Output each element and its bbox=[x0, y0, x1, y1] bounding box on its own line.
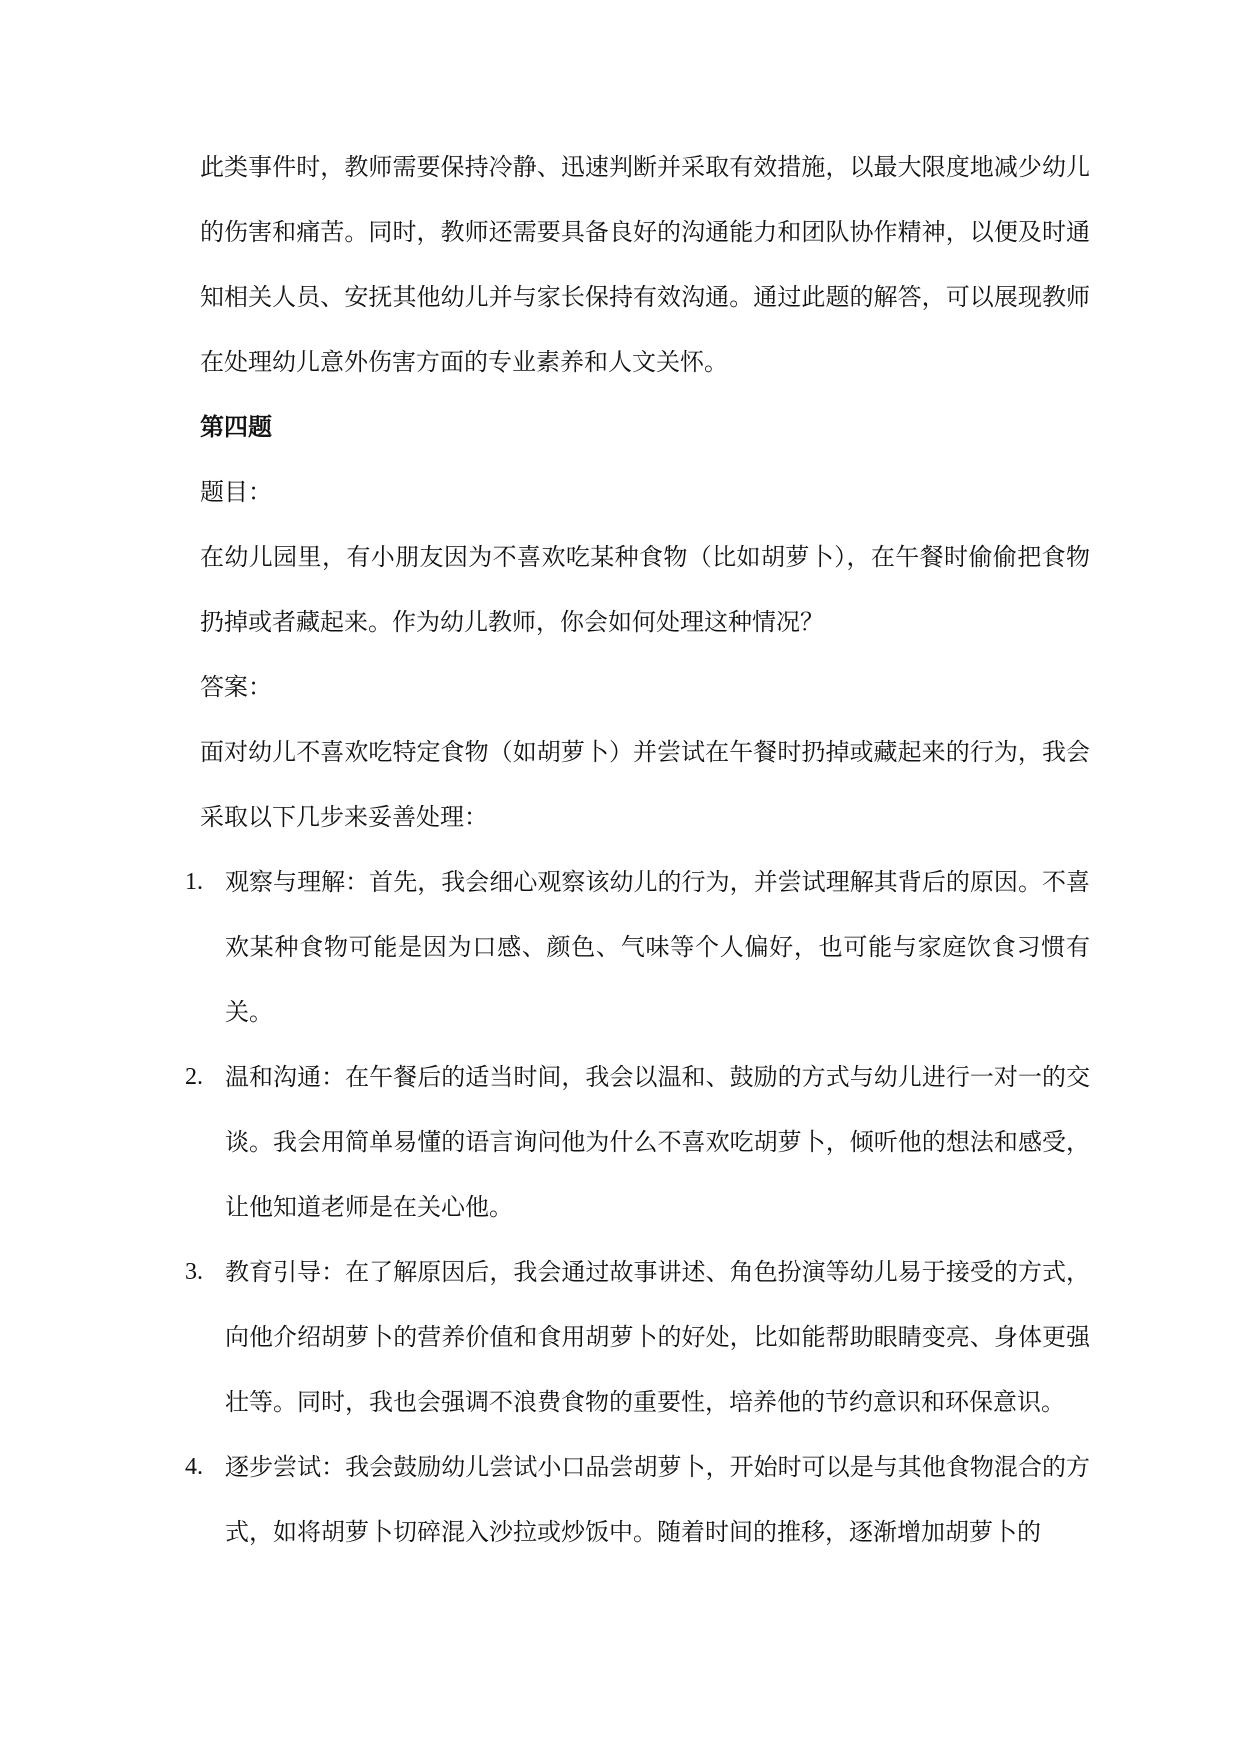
list-number: 2. bbox=[185, 1064, 203, 1090]
list-item-text: 温和沟通：在午餐后的适当时间，我会以温和、鼓励的方式与幼儿进行一对一的交谈。我会用简单易懂的语言询问他为什么不喜欢吃胡萝卜，倾听他的想法和感受，让他知道老师是在关心他。 bbox=[225, 1063, 1090, 1221]
answer-label: 答案： bbox=[200, 673, 272, 701]
list-item-text: 教育引导：在了解原因后，我会通过故事讲述、角色扮演等幼儿易于接受的方式，向他介绍胡萝卜的营养价值和食用胡萝卜的好处，比如能帮助眼睛变亮、身体更强壮等。同时，我也会强调不浪费食物的重要性，培养他的节约意识和环保意识。 bbox=[225, 1258, 1090, 1416]
question-label: 题目： bbox=[200, 478, 272, 506]
list-item-text: 观察与理解：首先，我会细心观察该幼儿的行为，并尝试理解其背后的原因。不喜欢某种食物可能是因为口感、颜色、气味等个人偏好，也可能与家庭饮食习惯有关。 bbox=[225, 868, 1090, 1026]
question-text: 在幼儿园里，有小朋友因为不喜欢吃某种食物（比如胡萝卜），在午餐时偷偷把食物扔掉或者藏起来。作为幼儿教师，你会如何处理这种情况？ bbox=[200, 543, 1090, 636]
list-number: 1. bbox=[185, 869, 203, 895]
list-item-text: 逐步尝试：我会鼓励幼儿尝试小口品尝胡萝卜，开始时可以是与其他食物混合的方式，如将胡萝卜切碎混入沙拉或炒饭中。随着时间的推移，逐渐增加胡萝卜的 bbox=[225, 1453, 1090, 1546]
list-number: 3. bbox=[185, 1259, 203, 1285]
intro-paragraph: 此类事件时，教师需要保持冷静、迅速判断并采取有效措施，以最大限度地减少幼儿的伤害和痛苦。同时，教师还需要具备良好的沟通能力和团队协作精神，以便及时通知相关人员、安抚其他幼儿并与家长保持有效沟通。通过此题的解答，可以展现教师在处理幼儿意外伤害方面的专业素养和人文关怀。 bbox=[200, 153, 1090, 376]
list-number: 4. bbox=[185, 1454, 203, 1480]
answer-intro: 面对幼儿不喜欢吃特定食物（如胡萝卜）并尝试在午餐时扔掉或藏起来的行为，我会采取以下几步来妥善处理： bbox=[200, 738, 1090, 831]
section-title: 第四题 bbox=[200, 413, 272, 441]
